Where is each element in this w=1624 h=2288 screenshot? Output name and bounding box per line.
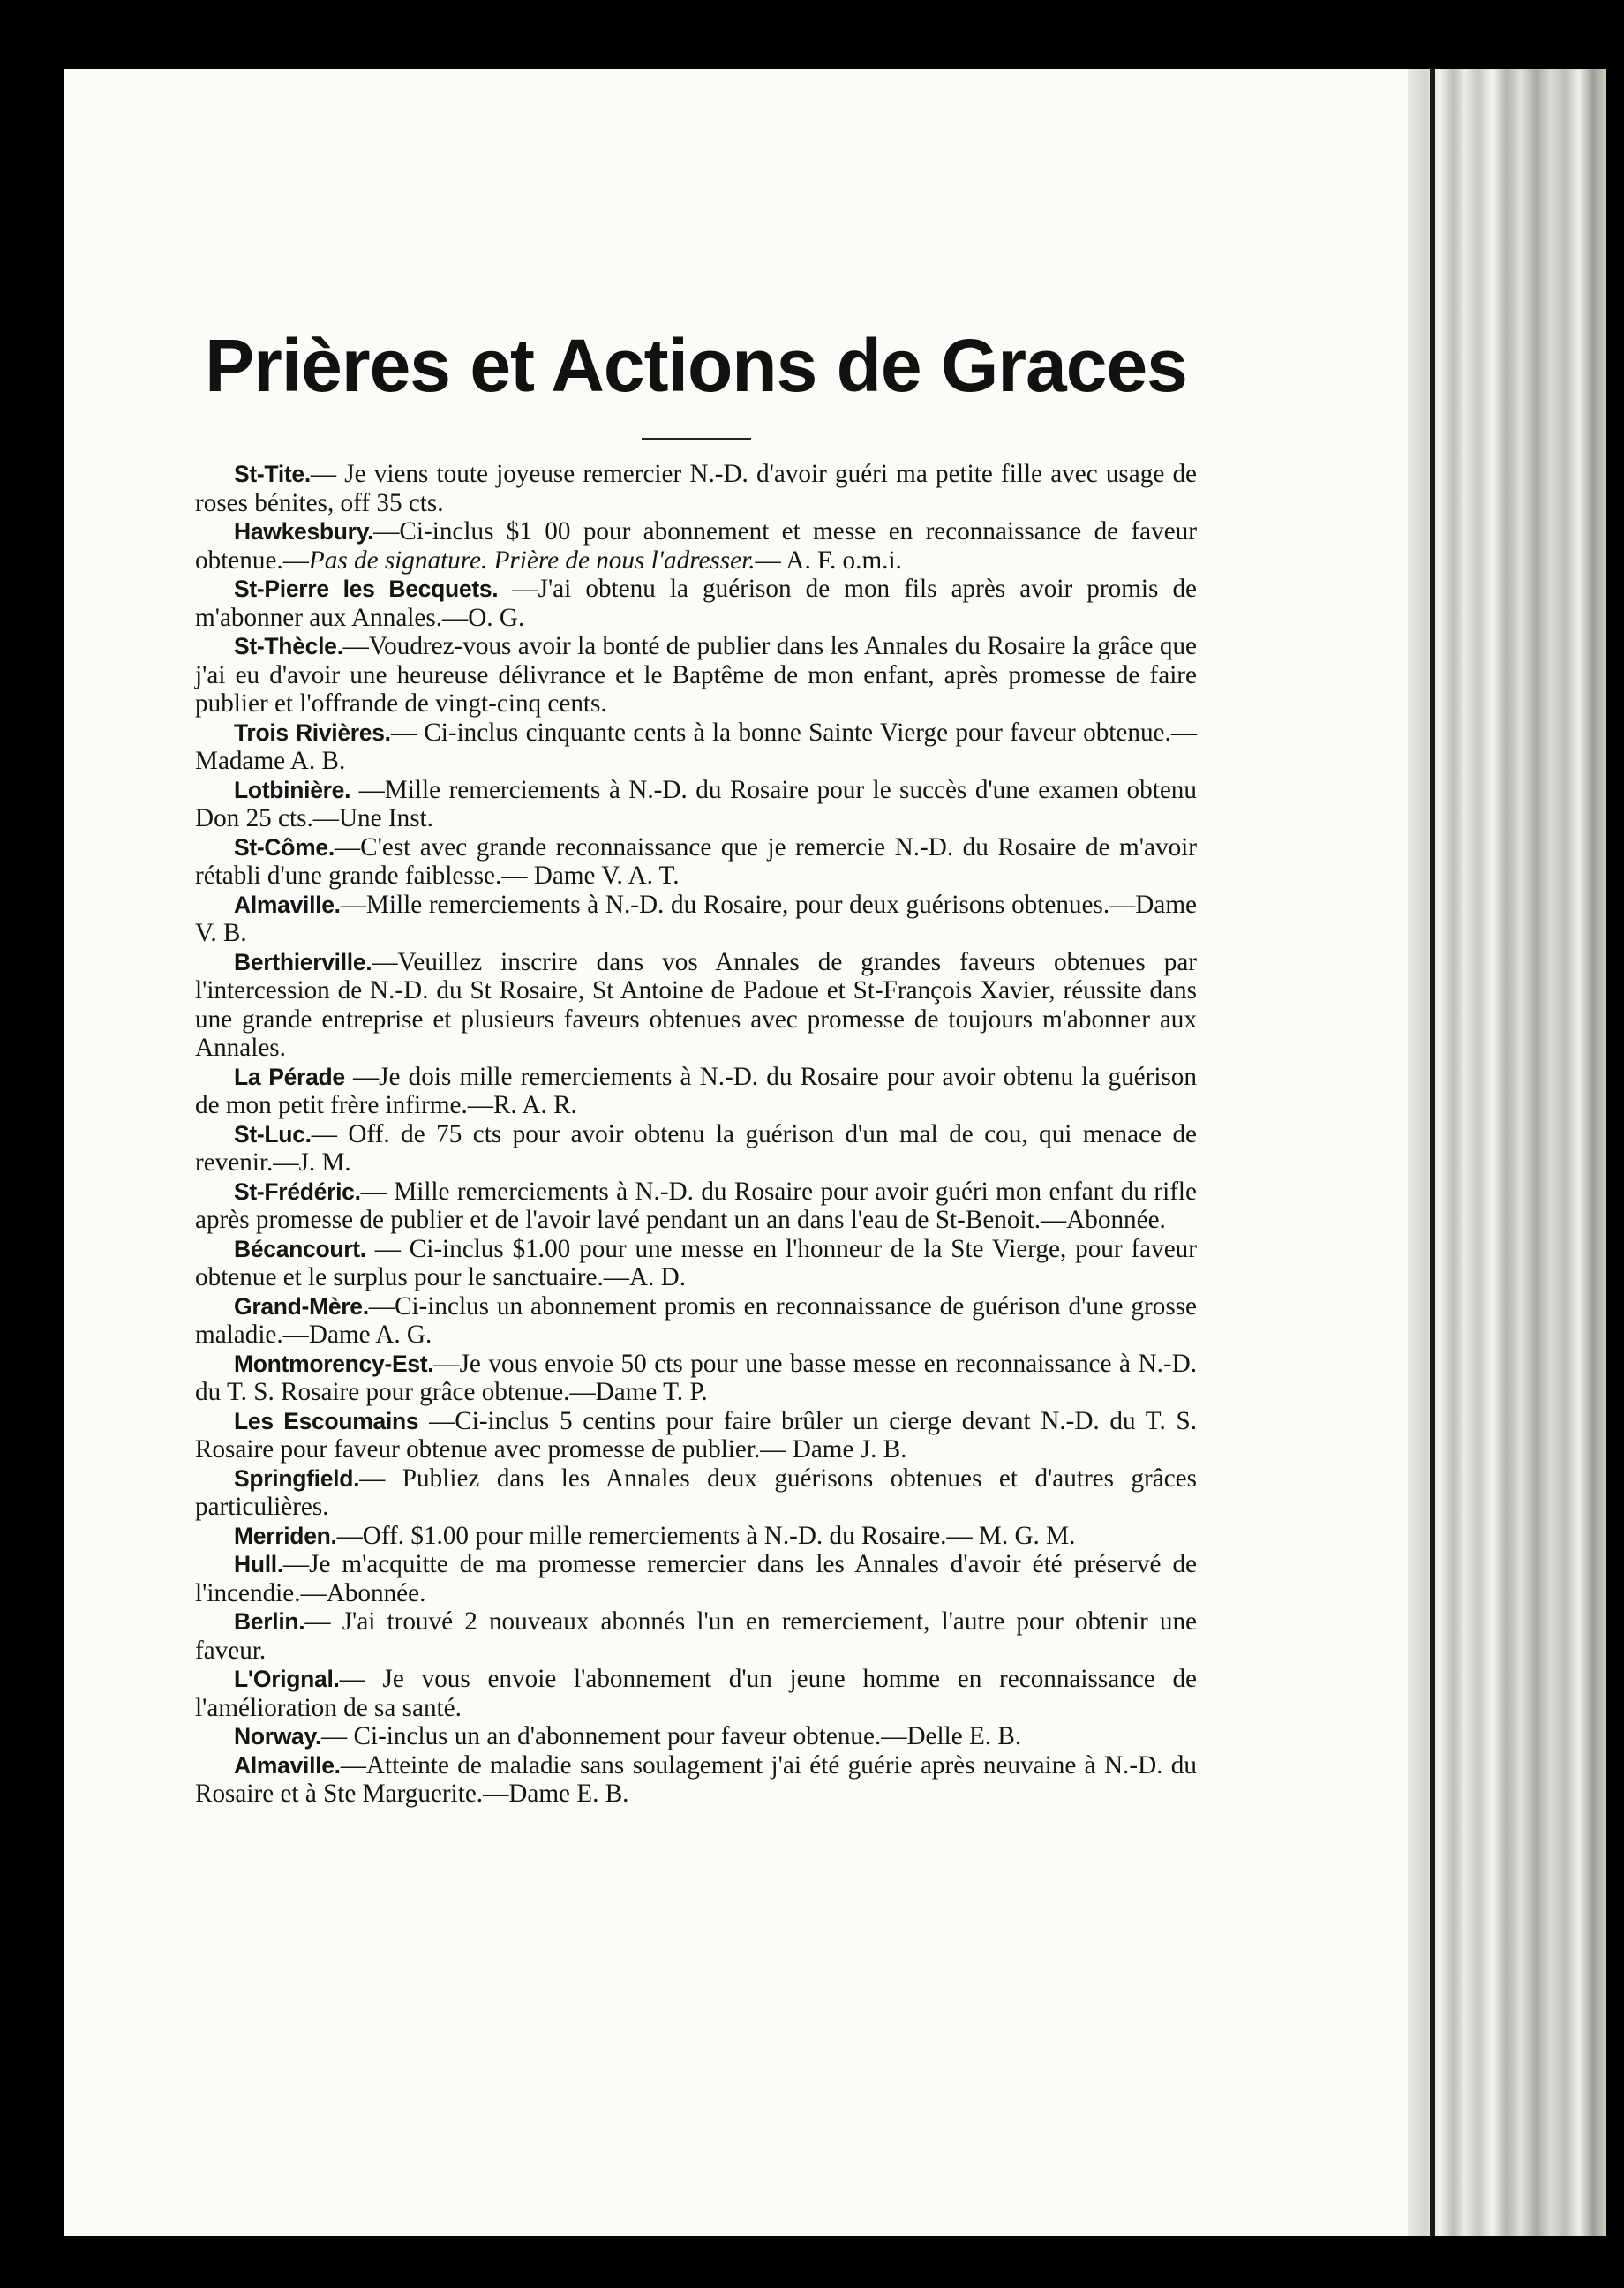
entry-place: Merriden.: [234, 1522, 337, 1549]
entry-text: —Voudrez-vous avoir la bonté de publier dans les Annales du Rosaire la grâce que j'ai eu d'avoir une heureuse délivrance et le Baptême de mon enfant, après promesse de faire publier et l'offrande de vingt-cinq cents.: [195, 632, 1197, 719]
page-stack-edge: [1408, 69, 1606, 2236]
entry: [195, 1235, 1197, 1292]
entry-text: — Ci-inclus un an d'abonnement pour faveur obtenue.—Delle E. B.: [321, 1722, 1022, 1751]
entry-list: [195, 460, 1197, 1809]
entry-place: Les Escoumains: [234, 1407, 419, 1434]
entry-place: Norway.: [234, 1723, 322, 1750]
entry-text: — Mille remerciements à N.-D. du Rosaire pour avoir guéri mon enfant du rifle après promesse de publier et de l'avoir lavé pendant un an dans l'eau de St-Benoit.—Abonnée.: [195, 1177, 1197, 1235]
entry-place: Hawkesbury.: [234, 518, 374, 546]
entry-text: —J'ai obtenu la guérison de mon fils après avoir promis de m'abonner aux Annales.—O. G.: [195, 575, 1197, 632]
entry: [195, 833, 1197, 891]
entry-place: St-Tite.: [234, 461, 311, 488]
page-title: Prières et Actions de Graces: [205, 324, 1187, 407]
entry-text: — Publiez dans les Annales deux guérisons obtenues et d'autres grâces particulières.: [195, 1464, 1197, 1522]
entry-text: —Ci-inclus $1 00 pour abonnement et messe en reconnaissance de faveur obtenue.—: [195, 517, 1197, 575]
entry-text: —C'est avec grande reconnaissance que je remercie N.-D. du Rosaire de m'avoir rétabli d'une grande faiblesse.— Dame V. A. T.: [195, 832, 1197, 891]
entry: [195, 1464, 1197, 1522]
entry-text: — Off. de 75 cts pour avoir obtenu la guérison d'un mal de cou, qui menace de revenir.—J. M.: [195, 1119, 1197, 1178]
entry-text: — Je viens toute joyeuse remercier N.-D. d'avoir guéri ma petite fille avec usage de roses bénites, off 35 cts.: [195, 460, 1197, 517]
entry: [195, 517, 1197, 575]
entry-place: Lotbinière.: [234, 776, 351, 803]
entry-place: Hull.: [234, 1551, 283, 1578]
scan-border-left: [0, 0, 64, 2288]
entry-text: —Ci-inclus un abonnement promis en reconnaissance de guérison d'une grosse maladie.—Dame A. G.: [195, 1291, 1197, 1350]
entry: [195, 1751, 1197, 1809]
entry-text: —Ci-inclus 5 centins pour faire brûler un cierge devant N.-D. du T. S. Rosaire pour faveur obtenue avec promesse de publier.— Dame J. B.: [195, 1406, 1197, 1464]
entry: [195, 632, 1197, 719]
title-divider: [642, 438, 751, 440]
entry-text: — Je vous envoie l'abonnement d'un jeune homme en reconnaissance de l'amélioration de sa santé.: [195, 1665, 1197, 1722]
entry-text: —Je dois mille remerciements à N.-D. du Rosaire pour avoir obtenu la guérison de mon petit frère infirme.—R. A. R.: [195, 1062, 1197, 1120]
entry-text: —Mille remerciements à N.-D. du Rosaire, pour deux guérisons obtenues.—Dame V. B.: [195, 890, 1197, 948]
entry: [195, 1665, 1197, 1722]
entry: [195, 1522, 1197, 1551]
entry-text: — J'ai trouvé 2 nouveaux abonnés l'un en remerciement, l'autre pour obtenir une faveur.: [195, 1607, 1197, 1665]
page-edge-shadow: [1430, 69, 1435, 2236]
entry: [195, 1063, 1197, 1120]
entry: [195, 575, 1197, 632]
entry-place: St-Pierre les Becquets.: [234, 576, 499, 603]
entry-signature: — A. F. o.m.i.: [755, 546, 902, 575]
entry: [195, 891, 1197, 948]
entry-text: —Veuillez inscrire dans vos Annales de grandes faveurs obtenues par l'intercession de N.-D. du St Rosaire, St Antoine de Padoue et St-François Xavier, réussite dans une grande entreprise et plusieurs faveurs obtenues avec promesse de toujours m'abonner aux Annales.: [195, 947, 1197, 1063]
entry-place: Berthierville.: [234, 948, 372, 975]
entry-text: —Je vous envoie 50 cts pour une basse messe en reconnaissance à N.-D. du T. S. Rosaire pour grâce obtenue.—Dame T. P.: [195, 1349, 1197, 1407]
entry-text: — Ci-inclus $1.00 pour une messe en l'honneur de la Ste Vierge, pour faveur obtenue et le surplus pour le sanctuaire.—A. D.: [195, 1234, 1197, 1292]
entry-text: — Ci-inclus cinquante cents à la bonne Sainte Vierge pour faveur obtenue.—Madame A. B.: [195, 718, 1197, 776]
entry-place: La Pérade: [234, 1063, 345, 1090]
article: [195, 325, 1197, 1809]
entry: [195, 948, 1197, 1063]
entry-note: Pas de signature. Prière de nous l'adresser.: [308, 546, 756, 575]
entry-place: St-Frédéric.: [234, 1178, 361, 1205]
entry: [195, 1292, 1197, 1350]
entry-place: Springfield.: [234, 1464, 360, 1492]
entry-place: L'Orignal.: [234, 1666, 340, 1693]
entry-text: —Off. $1.00 pour mille remerciements à N.-D. du Rosaire.— M. G. M.: [336, 1521, 1076, 1550]
entry-place: St-Luc.: [234, 1120, 312, 1148]
entry-place: Almaville.: [234, 1751, 341, 1779]
entry: [195, 1178, 1197, 1235]
entry-place: Almaville.: [234, 891, 341, 918]
entry: [195, 776, 1197, 833]
entry: [195, 1350, 1197, 1407]
entry-place: St-Thècle.: [234, 633, 343, 660]
entry: [195, 1120, 1197, 1178]
entry-place: Bécancourt.: [234, 1235, 366, 1262]
entry-text: —Atteinte de maladie sans soulagement j'ai été guérie après neuvaine à N.-D. du Rosaire et à Ste Marguerite.—Dame E. B.: [195, 1750, 1197, 1809]
entry: [195, 460, 1197, 517]
entry-place: St-Côme.: [234, 833, 335, 861]
entry-place: Montmorency-Est.: [234, 1350, 434, 1377]
entry-text: —Mille remerciements à N.-D. du Rosaire pour le succès d'une examen obtenu Don 25 cts.—Une Inst.: [195, 775, 1197, 833]
entry: [195, 1607, 1197, 1665]
entry-place: Trois Rivières.: [234, 719, 391, 746]
entry: [195, 1550, 1197, 1607]
entry-place: Grand-Mère.: [234, 1292, 369, 1320]
entry-text: —Je m'acquitte de ma promesse remercier dans les Annales d'avoir été préservé de l'incendie.—Abonnée.: [195, 1550, 1197, 1607]
entry-place: Berlin.: [234, 1608, 305, 1636]
entry: [195, 1407, 1197, 1464]
entry: [195, 1722, 1197, 1751]
entry: [195, 719, 1197, 776]
